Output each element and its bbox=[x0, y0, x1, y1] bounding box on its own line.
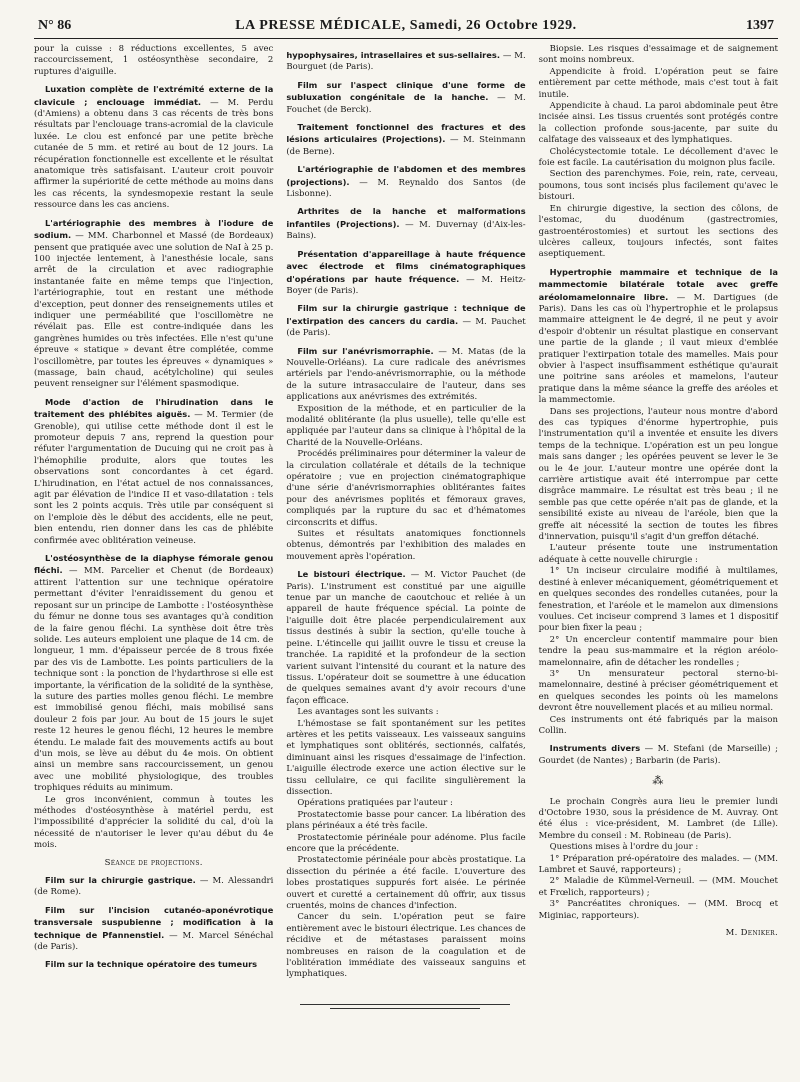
paragraph-body: — M. Reynaldo dos Santos (de Lisbonne). bbox=[286, 177, 526, 200]
paragraph-body: — M. Steinmann (de Berne). bbox=[286, 135, 526, 157]
paragraph bbox=[286, 810, 525, 833]
paragraph-body: — M. Victor Pauchet (de Paris). L'instrument est constitué par une aiguille tenue par un manche de caoutchouc et reliée à un appareil de haute fréquence spécial. La pointe de l'aiguille doit être placée perpendiculairement aux tissus destinés à subir la section, qu'elle touche à peine. L'étincelle qui jaillit ouvre le tissu et creuse la tranchée. La rapidité et la profondeur de la section varient suivant l'intensité du courant et la nature des tissus. L'opérateur doit se soumettre à une éducation de quelques semaines avant d'y avoir recours d'une façon efficace. bbox=[286, 570, 526, 706]
paragraph-body: Questions mises à l'ordre du jour : bbox=[549, 842, 699, 853]
paragraph bbox=[286, 249, 525, 298]
paragraph-title: Film sur l'anévrismorraphie. bbox=[297, 345, 434, 356]
end-rule-short bbox=[330, 1008, 480, 1009]
paragraph-body: Ces instruments ont été fabriqués par la maison Collin. bbox=[538, 714, 778, 736]
paragraph-body: En chirurgie digestive, la section des côlons, de l'estomac, du duodénum (gastrectromies, gastroentérostomies) et surtout les sections des ulcères calleux, toujours infectés, sont faites aseptiquement. bbox=[538, 203, 778, 260]
paragraph-body: — M. Perdu (d'Amiens) a obtenu dans 3 cas récents de très bons résultats par l'enclouage trans-acromial de la clavicule luxée. Le clou est enfoncé par une petite brèche cutanée de 5 mm. et retiré au bout de 12 jours. La récupération fonctionnelle est excellente et le résultat anatomique très satisfaisant. L'auteur croit pouvoir affirmer la supériorité de cette méthode au moins dans les cas récents, la syndesmopexie restant la seule ressource dans les cas anciens. bbox=[34, 97, 274, 211]
paragraph-body: Prostatectomie périnéale pour adénome. Plus facile encore que la précédente. bbox=[286, 832, 526, 854]
paragraph-body: Cholécystectomie totale. Le décollement d'avec le foie est facile. La cautérisation du moignon plus facile. bbox=[538, 146, 778, 169]
paragraph-body: — MM. Parcelier et Chenut (de Bordeaux) attirent l'attention sur une technique opératoire permettant d'éviter l'enraidissement du genou et reposant sur un principe de Lambotte : l'ostéosynthèse du fémur ne donne tous ses avantages qu'à condition de la faire genou fléchi. La synthèse doit être très solide. Les auteurs emploient une plaque de 14 cm. de longueur, 1 mm. d'épaisseur percée de 8 trous fixée par des vis de Lambotte. Les points particuliers de la technique sont : la ponction de l'hydarthrose si elle est importante, la vérification de la solidité de la synthèse, la suture des parties molles genou fléchi. Le membre est immobilisé genou fléchi, mais mobilisé sans douleur 2 fois par jour. Au bout de 15 jours le sujet reste 12 heures le genou fléchi, 12 heures le membre étendu. Le malade fait des mouvements actifs au bout d'un mois, se lève au début du 4e mois. On obtient ainsi un membre sans raccourcissement, un genou avec une mobilité physiologique, des troubles trophiques réduits au minimum. bbox=[34, 566, 274, 794]
paragraph-body: Le prochain Congrès aura lieu le premier lundi d'Octobre 1930, sous la présidence de M. Auvray. Ont été élus : vice-président, M. Lambret (de Lille). Membre du conseil : M. Robineau (de Paris). bbox=[538, 796, 778, 841]
paragraph bbox=[539, 407, 778, 544]
paragraph bbox=[286, 912, 525, 980]
paragraph bbox=[539, 566, 778, 634]
paragraph-body: Appendicite à froid. L'opération peut se faire entièrement par cette méthode, mais c'est tout à fait inutile. bbox=[538, 66, 778, 100]
paragraph bbox=[286, 346, 525, 404]
paragraph bbox=[539, 147, 778, 170]
paragraph-body: pour la cuisse : 8 réductions excellentes, 5 avec raccourcissement, 1 ostéosynthèse secondaire, 2 ruptures d'aiguille. bbox=[34, 44, 274, 77]
paragraph bbox=[286, 569, 525, 707]
paragraph-body: Cancer du sein. L'opération peut se faire entièrement avec le bistouri électrique. Les chances de récidive et de métastases paraissent moins nombreuses en raison de la coagulation et de l'oblitération immédiate des vaisseaux sanguins et lymphatiques. bbox=[286, 912, 526, 980]
paragraph bbox=[286, 529, 525, 563]
paragraph bbox=[286, 206, 525, 242]
paragraph-body: — M. Dartigues (de Paris). Dans les cas où l'hypertrophie et le prolapsus mammaire atteignent le 4e degré, il ne peut y avoir d'espoir d'obtenir un résultat plastique en conservant une partie de la glande ; il vaut mieux d'emblée pratiquer l'extirpation totale des mamelles. Mais pour obvier à l'aspect insuffisamment esthétique qu'aurait une poitrine sans aréoles et mamelons, l'auteur pratique dans la même séance la greffe des aréoles et la mammectomie. bbox=[538, 292, 778, 406]
column-left bbox=[34, 44, 273, 981]
paragraph bbox=[286, 303, 525, 339]
paragraph-body: — MM. Charbonnel et Massé (de Bordeaux) pensent que pratiquée avec une solution de NaI à 25 p. 100 injectée lentement, à l'anesthésie locale, sans arrêt de la circulation et avec radiographie instantanée faite en même temps que l'injection, l'artériographie, tout en restant une méthode d'exception, peut donner des renseignements utiles et indiquer une perméabilité que l'oscillomètre ne révélait pas. Elle est contre-indiquée dans les gangrènes humides ou très infectées. Elle n'est qu'une épreuve « statique » devant être complétée, comme l'oscillomètre, par toutes les épreuves « dynamiques » (massage, bain chaud, acétylcholine) qui seules peuvent renseigner sur l'élément spasmodique. bbox=[34, 231, 274, 390]
paragraph-body: Section des parenchymes. Foie, rein, rate, cerveau, poumons, tous sont incisés plus facilement qu'avec le bistouri. bbox=[538, 169, 778, 203]
paragraph-title: L'artériographie des membres à l'iodure de sodium. bbox=[34, 217, 274, 241]
paragraph-body: — M. Duvernay (d'Aix-les-Bains). bbox=[286, 219, 526, 242]
paragraph-body: 2° Maladie de Kümmel-Verneuil. — (MM. Mouchet et Frœlich, rapporteurs) ; bbox=[538, 876, 778, 898]
paragraph-body: Appendicite à chaud. La paroi abdominale peut être incisée ainsi. Les tissus cruentés sont protégés contre la collection profonde sous-jacente, par suite du calfatage des vaisseaux et des lymphatiques. bbox=[538, 101, 778, 146]
paragraph-title: Arthrites de la hanche et malformations infantiles (Projections). bbox=[286, 206, 526, 229]
paragraph bbox=[286, 404, 525, 450]
paragraph-body: Les avantages sont les suivants : bbox=[297, 707, 439, 718]
paragraph-body: 3° Pancréatites chroniques. — (MM. Brocq et Miginiac, rapporteurs). bbox=[538, 899, 778, 921]
paragraph-body: ⁂ bbox=[652, 774, 665, 788]
paragraph-body: 1° Un inciseur circulaire modifié à multilames, destiné à enlever mécaniquement, géométriquement et en quelques secondes des rondelles cutanées, pour la fenestration, et l'aréole et le mamelon aux dimensions voulues. Cet inciseur comprend 3 lames et 1 dispositif pour bien fixer la peau ; bbox=[538, 566, 778, 634]
paragraph bbox=[286, 707, 525, 718]
text-columns bbox=[34, 44, 778, 981]
paragraph-title: Instruments divers bbox=[549, 743, 641, 754]
paragraph bbox=[539, 543, 778, 566]
paragraph-body: Exposition de la méthode, et en particulier de la modalité oblitérante (la plus usuelle), telle qu'elle est appliquée par l'auteur dans sa clinique à l'hôpital de la Charité de la Nouvelle-Orléans. bbox=[286, 403, 526, 448]
paragraph bbox=[34, 795, 273, 852]
paragraph-body: 3° Un mensurateur pectoral sterno-bi-mamelonnaire, destiné à préciser géométriquement et en quelques secondes les points où les mamelons devront être nouvellement placés et au milieu normal. bbox=[538, 668, 778, 714]
section-separator bbox=[539, 775, 778, 786]
paragraph bbox=[539, 899, 778, 922]
paragraph-title: L'ostéosynthèse de la diaphyse fémorale genou fléchi. bbox=[34, 553, 274, 576]
paragraph-body: L'auteur présente toute une instrumentation adéquate à cette nouvelle chirurgie : bbox=[538, 543, 778, 565]
paragraph-title: Luxation complète de l'extrémité externe de la clavicule ; enclouage immédiat. bbox=[34, 84, 274, 107]
paragraph bbox=[34, 858, 273, 869]
paragraph-title: Film sur la chirurgie gastrique : technique de l'extirpation des cancers du cardia. bbox=[286, 303, 526, 326]
paragraph-title: Film sur la technique opératoire des tumeurs bbox=[45, 959, 258, 970]
paragraph-body: — M. Matas (de la Nouvelle-Orléans). La cure radicale des anévrismes artériels par l'endo-anévrismorraphie, ou la méthode de la suture intrasacculaire de l'auteur, dans ses applications aux anévrismes des extrémités. bbox=[286, 346, 526, 403]
paragraph-title: Traitement fonctionnel des fractures et des lésions articulaires (Projections). bbox=[286, 122, 526, 145]
paragraph-body: Le gros inconvénient, commun à toutes les méthodes d'ostéosynthèse à matériel perdu, est l'impossibilité d'apprécier la solidité du cal, d'où la nécessité de n'autoriser le lever qu'au début du 4e mois. bbox=[34, 794, 274, 851]
paragraph bbox=[34, 905, 273, 954]
paragraph bbox=[539, 743, 778, 767]
end-rule bbox=[300, 1004, 510, 1005]
paragraph-body: — M. Stefani (de Marseille) ; Gourdet (de Nantes) ; Barbarin (de Paris). bbox=[538, 744, 778, 766]
paragraph bbox=[539, 842, 778, 853]
paragraph-body: Suites et résultats anatomiques fonctionnels obtenus, démontrés par l'exhibition des malades en mouvement après l'opération. bbox=[286, 529, 526, 562]
paragraph-body: 2° Un encercleur contentif mammaire pour bien tendre la peau sus-mammaire et la région aréolo-mamelonnaire, afin de détacher les rondelles ; bbox=[538, 634, 778, 668]
masthead-title: LA PRESSE MÉDICALE, Samedi, 26 Octobre 1929. bbox=[235, 18, 577, 33]
paragraph bbox=[286, 164, 525, 200]
paragraph bbox=[34, 875, 273, 899]
paragraph bbox=[34, 959, 273, 971]
paragraph-body: — M. Bourguet (de Paris). bbox=[286, 51, 526, 73]
paragraph bbox=[286, 449, 525, 529]
paragraph-title: Mode d'action de l'hirudination dans le traitement des phlébites aiguës. bbox=[34, 396, 274, 420]
paragraph-body: — M. Pauchet (de Paris). bbox=[286, 316, 526, 339]
paragraph-body: Procédés préliminaires pour déterminer la valeur de la circulation collatérale et détails de la technique opératoire ; vue en projection cinématographique d'une série d'anévrismorraphies oblitérantes faites pour des anévrismes poplités et fémoraux graves, compliqués par la rupture du sac et d'hématomes circonscrits et diffus. bbox=[286, 449, 526, 528]
paragraph bbox=[34, 218, 273, 391]
paragraph-body: Prostatectomie périnéale pour abcès prostatique. La dissection du périnée a été facile. L'ouverture des lobes prostatiques suppurés fort aisée. Le périnée ouvert et curetté a certainement dû offrir, aux tissus cruentés, moins de chances d'infection. bbox=[286, 855, 526, 912]
page-number: 1397 bbox=[746, 18, 774, 33]
paragraph bbox=[539, 169, 778, 203]
paragraph bbox=[539, 67, 778, 101]
paragraph-body: — M. Termier (de Grenoble), qui utilise cette méthode dont il est le promoteur depuis 7 ans, reprend la question pour réfuter l'argumentation de Ducuing qui ne croit pas à l'hémophilie produite, alors que toutes les observations sont concordantes à cet égard. L'hirudination, en l'état actuel de nos connaissances, agit par élévation de l'indice II et vaso-dilatation : tels sont les 2 points acquis. Très utile par conséquent si on l'emploie dès le début des accidents, elle ne peut, bien entendu, rien donner dans les cas de phlébite confirmée avec oblitération veineuse. bbox=[34, 410, 274, 546]
paragraph bbox=[539, 797, 778, 843]
column-right bbox=[539, 44, 778, 981]
page-header bbox=[34, 18, 778, 39]
issue-number: N° 86 bbox=[38, 18, 72, 33]
paragraph-body: — M. Fouchet (de Berck). bbox=[286, 93, 526, 115]
paragraph bbox=[539, 715, 778, 738]
paragraph-body: Biopsie. Les risques d'essaimage et de saignement sont moins nombreux. bbox=[538, 44, 778, 66]
paragraph-body: L'hémostase se fait spontanément sur les petites artères et les petits vaisseaux. Les vaisseaux sanguins et lymphatiques sont oblitérés, sectionnés, calfatés, diminuant ainsi les risques d'essaimage de l'infection. L'aiguille électrode exerce une action élective sur le tissu cellulaire, ce qui facilite singulièrement la dissection. bbox=[286, 718, 526, 797]
paragraph-body: Prostatectomie basse pour cancer. La libération des plans périnéaux a été très facile. bbox=[286, 809, 526, 832]
paragraph bbox=[539, 635, 778, 669]
paragraph bbox=[539, 204, 778, 261]
paragraph bbox=[286, 80, 525, 116]
paragraph-body: Opérations pratiquées par l'auteur : bbox=[297, 798, 453, 809]
paragraph bbox=[286, 122, 525, 158]
paragraph bbox=[286, 798, 525, 809]
paragraph bbox=[286, 50, 525, 74]
paragraph-title: L'artériographie de l'abdomen et des membres (projections). bbox=[286, 164, 526, 187]
paragraph-body: 1° Préparation pré-opératoire des malades. — (MM. Lambret et Sauvé, rapporteurs) ; bbox=[538, 853, 778, 876]
paragraph bbox=[286, 833, 525, 856]
paragraph bbox=[34, 553, 273, 795]
paragraph bbox=[34, 44, 273, 78]
paragraph-title: Film sur la chirurgie gastrique. bbox=[45, 875, 196, 886]
paragraph bbox=[539, 44, 778, 67]
paragraph bbox=[539, 928, 778, 939]
paragraph-title: Film sur l'aspect clinique d'une forme de subluxation congénitale de la hanche. bbox=[286, 79, 526, 103]
paragraph bbox=[286, 719, 525, 799]
paragraph-body: — M. Alessandri (de Rome). bbox=[34, 876, 274, 898]
paragraph bbox=[539, 267, 778, 407]
paragraph bbox=[34, 84, 273, 211]
paragraph-body: — M. Marcel Sénéchal (de Paris). bbox=[34, 930, 274, 953]
paragraph bbox=[286, 855, 525, 912]
column-middle bbox=[286, 44, 525, 981]
paragraph-title: Film sur l'incision cutanéo-aponévrotique transversale suspubienne ; modification à la technique de Pfannenstiel. bbox=[34, 904, 274, 940]
paragraph bbox=[539, 101, 778, 147]
paragraph-title: Hypertrophie mammaire et technique de la mammectomie bilatérale totale avec greffe aréolomamelonnaire libre. bbox=[538, 266, 778, 302]
paragraph-title: hypophysaires, intrasellaires et sus-sellaires. bbox=[286, 50, 500, 60]
paragraph bbox=[539, 854, 778, 877]
paragraph-body: M. Deniker. bbox=[725, 928, 778, 939]
paragraph-body: Dans ses projections, l'auteur nous montre d'abord des cas typiques d'énorme hypertrophie, puis l'instrumentation qu'il a inventée et ensuite les divers temps de la technique. L'opération est un peu longue mais sans danger ; les opérées peuvent se lever le 3e ou le 4e jour. L'auteur montre une opérée dont la carrière artistique avait été interrompue par cette disgrâce mammaire. Le résultat est très beau ; il ne semble pas que cette opérée n'ait pas de glande, et la sensibilité existe au niveau de l'aréole, bien que la greffe ait nécessité la section de toutes les fibres d'innervation, puisqu'il s'agit d'un greffon détaché. bbox=[538, 406, 778, 543]
paragraph bbox=[539, 669, 778, 715]
paragraph-body: — M. Heitz-Boyer (de Paris). bbox=[286, 274, 526, 296]
paragraph-title: Présentation d'appareillage à haute fréquence avec électrode et films cinématographiques d'opérations par haute fréquence. bbox=[286, 248, 526, 284]
paragraph bbox=[539, 876, 778, 899]
paragraph-body: Séance de projections. bbox=[104, 857, 203, 868]
paragraph-title: Le bistouri électrique. bbox=[297, 569, 406, 580]
paragraph bbox=[34, 397, 273, 547]
